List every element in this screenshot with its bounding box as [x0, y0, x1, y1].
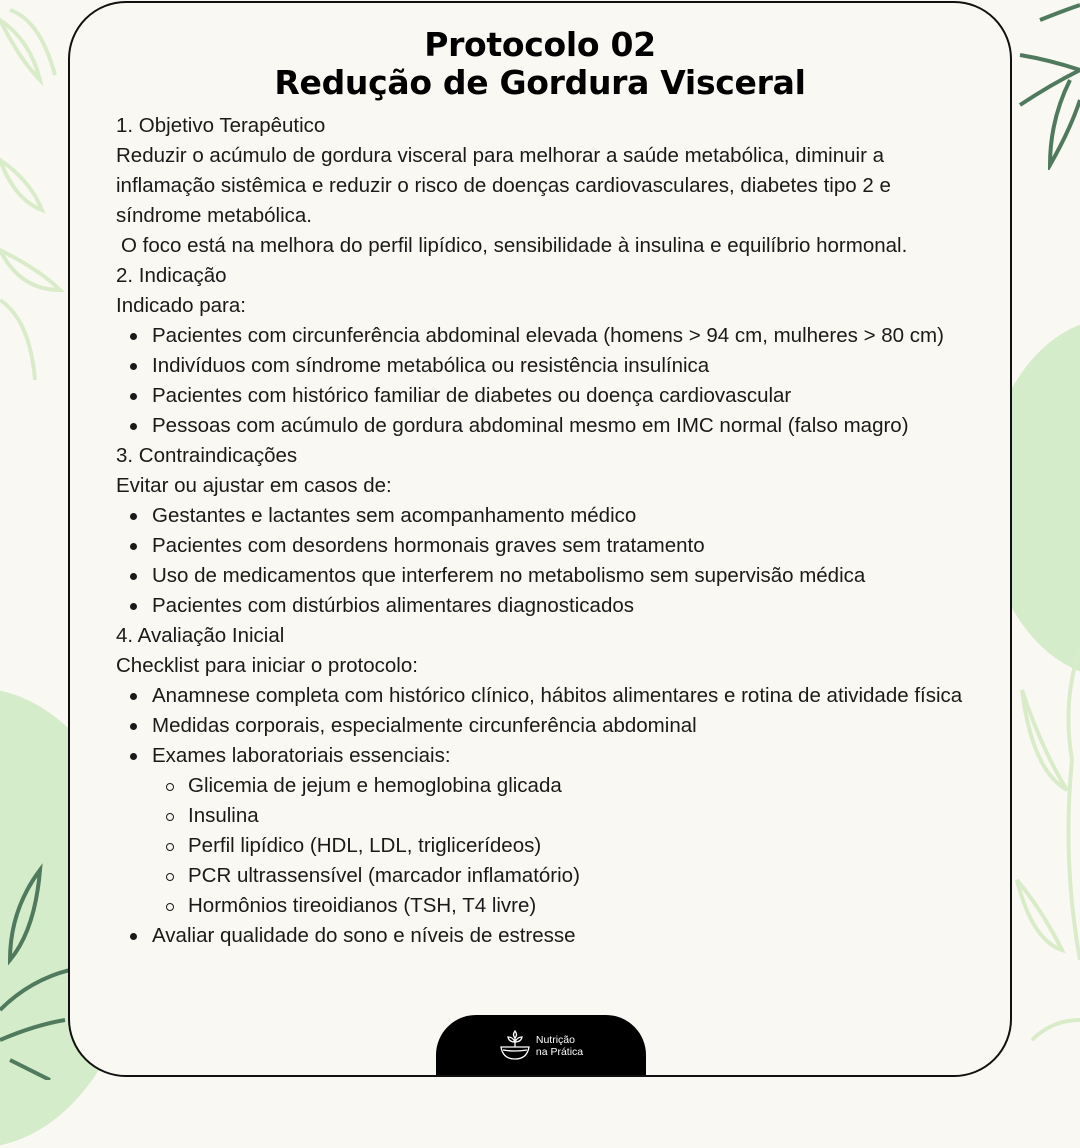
list-item: Pacientes com distúrbios alimentares diagnosticados [152, 591, 1000, 621]
title-line-1: Protocolo 02 [424, 25, 656, 64]
brand-name-line-1: Nutrição [535, 1034, 575, 1046]
brand-name-line-2: na Prática [535, 1046, 584, 1058]
list-item: Anamnese completa com histórico clínico, hábitos alimentares e rotina de atividade física [152, 681, 990, 711]
avaliacao-intro: Checklist para iniciar o protocolo: [116, 654, 418, 677]
brand-logo [436, 1015, 646, 1077]
exames-label: Exames laboratoriais essenciais: [152, 744, 451, 767]
brand-name [536, 1034, 583, 1058]
list-item: Uso de medicamentos que interferem no metabolismo sem supervisão médica [152, 561, 1000, 591]
bowl-with-plant-icon [499, 1029, 531, 1063]
list-item: Pacientes com histórico familiar de diabetes ou doença cardiovascular [152, 381, 990, 411]
list-item: Avaliar qualidade do sono e níveis de estresse [152, 921, 990, 951]
leaf-decoration-top-right-icon [1010, 0, 1080, 170]
list-item: Pacientes com desordens hormonais graves sem tratamento [152, 531, 1000, 561]
protocol-card [68, 1, 1012, 1077]
list-item: Medidas corporais, especialmente circunferência abdominal [152, 711, 990, 741]
contraindicacoes-intro: Evitar ou ajustar em casos de: [116, 474, 392, 497]
title-line-2: Redução de Gordura Visceral [274, 63, 806, 102]
list-item: Pacientes com circunferência abdominal elevada (homens > 94 cm, mulheres > 80 cm) [152, 321, 990, 351]
leaf-decoration-bottom-left-icon [0, 860, 70, 1080]
list-item: Indivíduos com síndrome metabólica ou resistência insulínica [152, 351, 990, 381]
section-heading-avaliacao: 4. Avaliação Inicial [116, 624, 285, 647]
section-heading-objetivo: 1. Objetivo Terapêutico [116, 114, 326, 137]
protocol-content [116, 111, 1000, 951]
sublist-item: Perfil lipídico (HDL, LDL, triglicerídeos) [188, 831, 990, 861]
indicacao-intro: Indicado para: [116, 294, 246, 317]
sublist-item: Glicemia de jejum e hemoglobina glicada [188, 771, 990, 801]
sublist-item: Hormônios tireoidianos (TSH, T4 livre) [188, 891, 990, 921]
section-heading-indicacao: 2. Indicação [116, 264, 227, 287]
objetivo-focus: O foco está na melhora do perfil lipídico, sensibilidade à insulina e equilíbrio hormonal. [121, 234, 908, 257]
indicacao-list [116, 321, 1000, 441]
section-heading-contraindicacoes: 3. Contraindicações [116, 444, 298, 467]
leaf-decoration-bottom-right-icon [1012, 640, 1080, 1080]
contraindicacoes-list [116, 501, 1000, 621]
page-title [70, 26, 1010, 102]
objetivo-paragraph: Reduzir o acúmulo de gordura visceral para melhorar a saúde metabólica, diminuir a inflamação sistêmica e reduzir o risco de doenças cardiovasculares, diabetes tipo 2 e síndrome metabólica. [116, 144, 891, 227]
sublist-item: Insulina [188, 801, 990, 831]
avaliacao-list [116, 681, 1000, 951]
list-item: Gestantes e lactantes sem acompanhamento médico [152, 501, 1000, 531]
list-item: Pessoas com acúmulo de gordura abdominal mesmo em IMC normal (falso magro) [152, 411, 990, 441]
list-item-exames [152, 741, 990, 921]
exames-sublist [152, 771, 990, 921]
sublist-item: PCR ultrassensível (marcador inflamatório) [188, 861, 990, 891]
